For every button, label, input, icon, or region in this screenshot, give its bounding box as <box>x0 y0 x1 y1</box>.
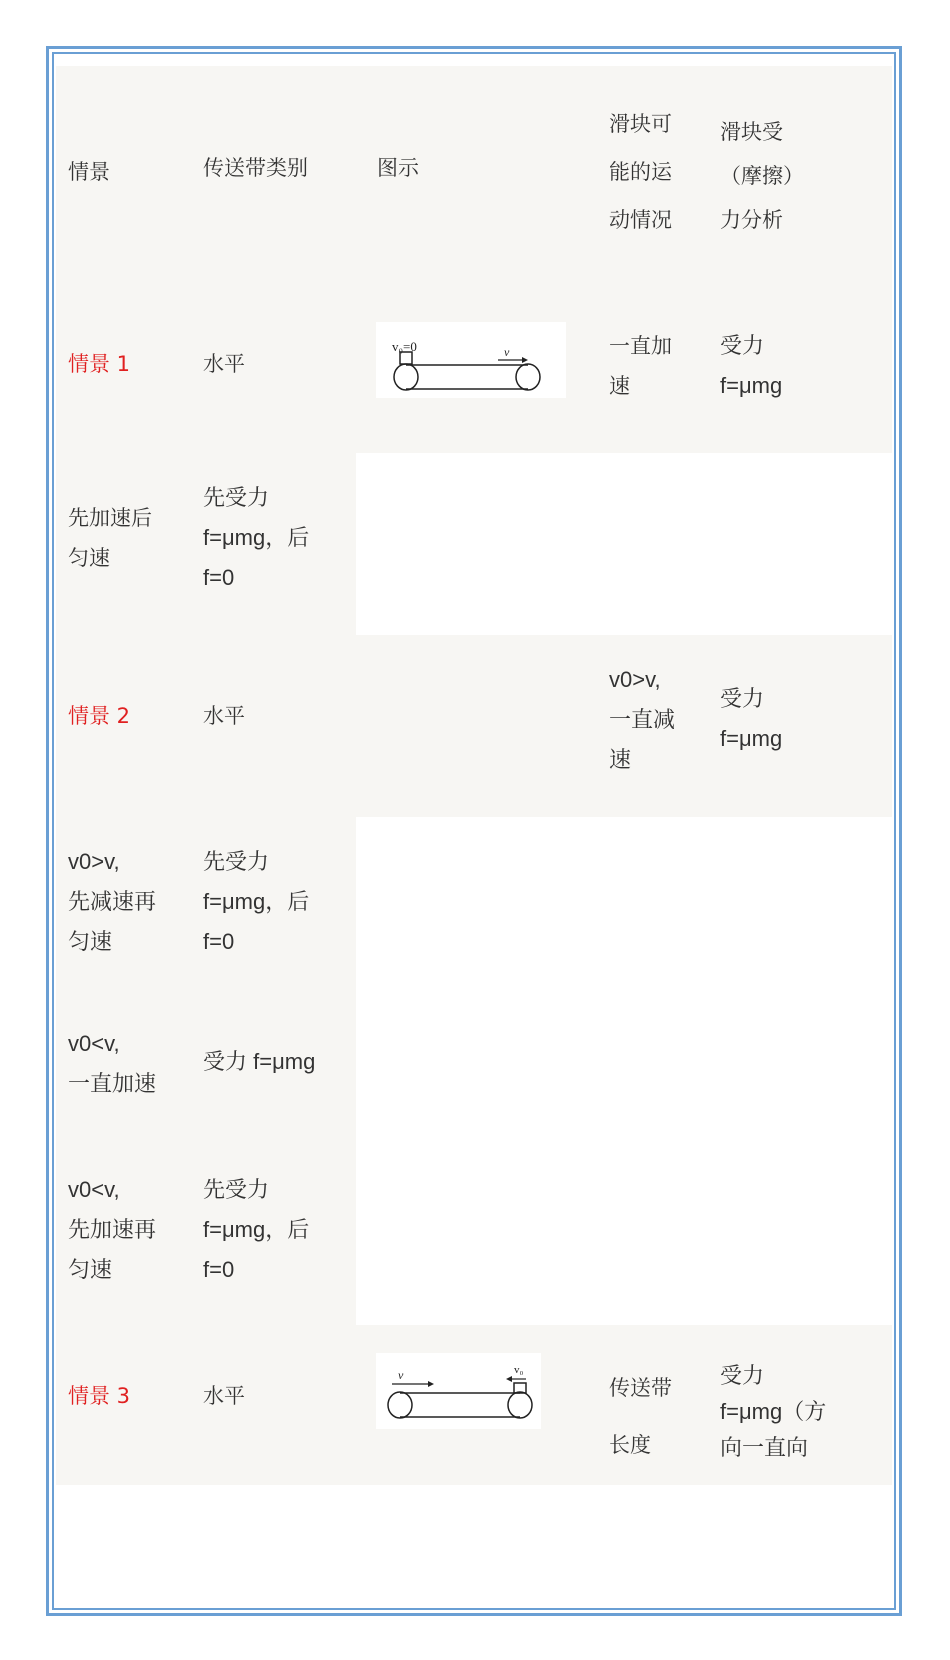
scene3-belt-figure <box>376 1353 541 1429</box>
scene2d-motion: v0<v, 先加速再 匀速 <box>68 1177 157 1282</box>
scene3-fig-v0: v₀ <box>514 1364 524 1376</box>
scene1-force: 受力 f=μmg <box>720 333 783 398</box>
scene2d-force: 先受力 f=μmg，后 f=0 <box>203 1177 310 1282</box>
scene2-force: 受力 f=μmg <box>720 686 783 751</box>
left-pulley <box>388 1392 412 1418</box>
scene1-belt-diagram <box>376 322 566 398</box>
header-figure: 图示 <box>377 156 419 180</box>
header-motion: 滑块可 能的运 动情况 <box>609 112 672 232</box>
scene1-label: 情景 1 <box>68 352 131 376</box>
header-scene: 情景 <box>68 160 110 184</box>
empty-cell-scene2-variants <box>356 817 892 1325</box>
empty-cell-scene1b <box>356 453 892 635</box>
right-pulley <box>508 1392 532 1418</box>
scene2c-force: 受力 f=μmg <box>203 1049 316 1074</box>
scene2b-force: 先受力 f=μmg，后 f=0 <box>203 849 310 954</box>
scene1-belt: 水平 <box>203 352 245 376</box>
scene3-belt: 水平 <box>203 1384 245 1408</box>
right-pulley <box>516 364 540 390</box>
scene2-label: 情景 2 <box>68 704 131 728</box>
header-belt-type: 传送带类别 <box>203 156 308 180</box>
scene3-force: 受力 f=μmg（方 向一直向 <box>720 1363 827 1460</box>
scene1-motion: 一直加 速 <box>609 334 672 398</box>
left-pulley <box>394 364 418 390</box>
belt-velocity-arrow-head <box>428 1381 434 1387</box>
scene3-belt-diagram <box>376 1353 541 1429</box>
scene3-motion: 传送带 长度 <box>609 1376 672 1457</box>
scene1-belt-figure <box>376 322 566 398</box>
scene2-belt: 水平 <box>203 704 245 728</box>
scene1b-motion: 先加速后 匀速 <box>68 506 152 570</box>
scene2c-motion: v0<v, 一直加速 <box>68 1031 157 1096</box>
scene1-fig-v0: v₀=0 <box>392 339 417 354</box>
scene1-fig-v: v <box>504 345 510 359</box>
header-force: 滑块受 （摩擦） 力分析 <box>720 120 804 232</box>
slider-velocity-arrow-head <box>506 1376 512 1382</box>
scene3-label: 情景 3 <box>68 1384 131 1408</box>
scene2-motion: v0>v, 一直减 速 <box>609 667 676 772</box>
velocity-arrow-head <box>522 357 528 363</box>
scene2b-motion: v0>v, 先减速再 匀速 <box>68 849 157 954</box>
scene1b-force: 先受力 f=μmg，后 f=0 <box>203 485 310 590</box>
scene3-fig-v: v <box>398 1368 404 1382</box>
